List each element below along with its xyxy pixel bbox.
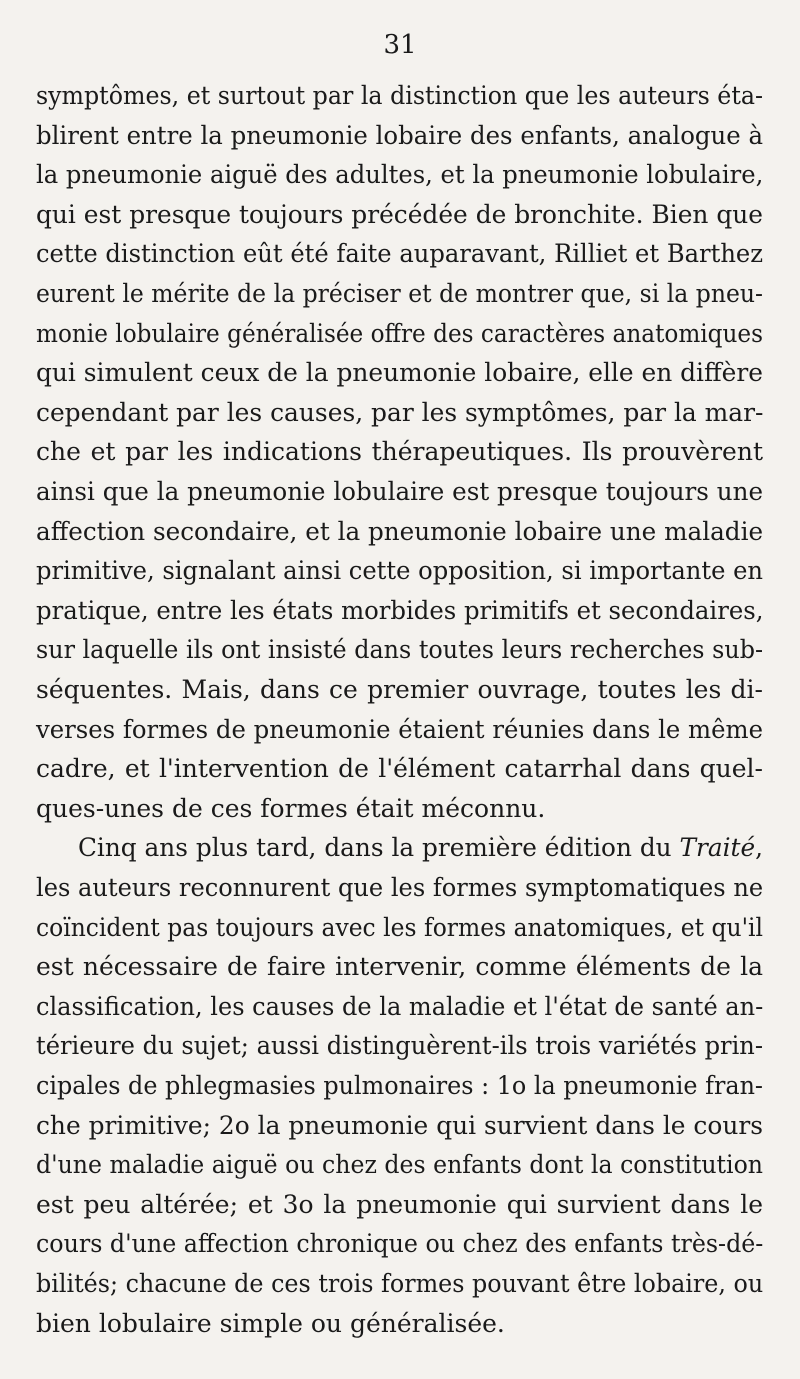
text-line: symptômes, et surtout par la distinction que les auteurs éta- [36, 81, 763, 110]
text-line: est peu altérée; et 3o la pneumonie qui survient dans le [36, 1189, 763, 1219]
text-line: d'une maladie aiguë ou chez des enfants dont la constitution [36, 1150, 763, 1180]
text-line: qui est presque toujours précédée de bronchite. Bien que [36, 199, 763, 229]
text-line: coïncident pas toujours avec les formes anatomiques, et qu'il [36, 912, 763, 942]
text-line: che primitive; 2o la pneumonie qui survient dans le cours [36, 1110, 763, 1140]
text-line: ainsi que la pneumonie lobulaire est presque toujours une [36, 477, 763, 506]
text-line: blirent entre la pneumonie lobaire des enfants, analogue à [36, 120, 763, 150]
text-line: ques-unes de ces formes était méconnu. [36, 793, 546, 823]
text-line: térieure du sujet; aussi distinguèrent-ils trois variétés prin- [36, 1031, 763, 1061]
text-line: che et par les indications thérapeutiques. Ils prouvèrent [36, 437, 763, 467]
text-line: cours d'une affection chronique ou chez des enfants très-dé- [36, 1229, 764, 1259]
text-line: affection secondaire, et la pneumonie lobaire une maladie [36, 516, 764, 546]
text-line: sur laquelle ils ont insisté dans toutes leurs recherches sub- [36, 635, 763, 665]
text-line: verses formes de pneumonie étaient réunies dans le même [36, 714, 763, 744]
text-line: eurent le mérite de la préciser et de montrer que, si la pneu- [36, 279, 763, 308]
text-line: la pneumonie aiguë des adultes, et la pneumonie lobulaire, [36, 160, 764, 190]
text-line: bilités; chacune de ces trois formes pouvant être lobaire, ou [36, 1269, 764, 1298]
text-line: pratique, entre les états morbides primitifs et secondaires, [36, 595, 764, 625]
text-line: bien lobulaire simple ou généralisée. [36, 1308, 505, 1338]
text-line: Cinq ans plus tard, dans la première édition du Traité, [78, 833, 763, 863]
italic-title: Traité [679, 833, 756, 863]
text-line: est nécessaire de faire intervenir, comme éléments de la [36, 952, 763, 982]
page-number: 31 [383, 30, 417, 60]
text-line: monie lobulaire généralisée offre des caractères anatomiques [36, 318, 763, 348]
text-line: cipales de phlegmasies pulmonaires : 1o la pneumonie fran- [36, 1071, 763, 1100]
text-line: primitive, signalant ainsi cette opposition, si importante en [36, 556, 763, 586]
text-line: cependant par les causes, par les symptômes, par la mar- [36, 397, 764, 427]
text-line: cadre, et l'intervention de l'élément catarrhal dans quel- [36, 754, 763, 784]
text-line: les auteurs reconnurent que les formes symptomatiques ne [36, 873, 764, 902]
text-line: cette distinction eût été faite auparavant, Rilliet et Barthez [36, 239, 763, 269]
text-line: qui simulent ceux de la pneumonie lobaire, elle en diffère [36, 358, 763, 388]
text-line: classification, les causes de la maladie et l'état de santé an- [36, 991, 764, 1021]
text-line: séquentes. Mais, dans ce premier ouvrage, toutes les di- [36, 675, 763, 704]
